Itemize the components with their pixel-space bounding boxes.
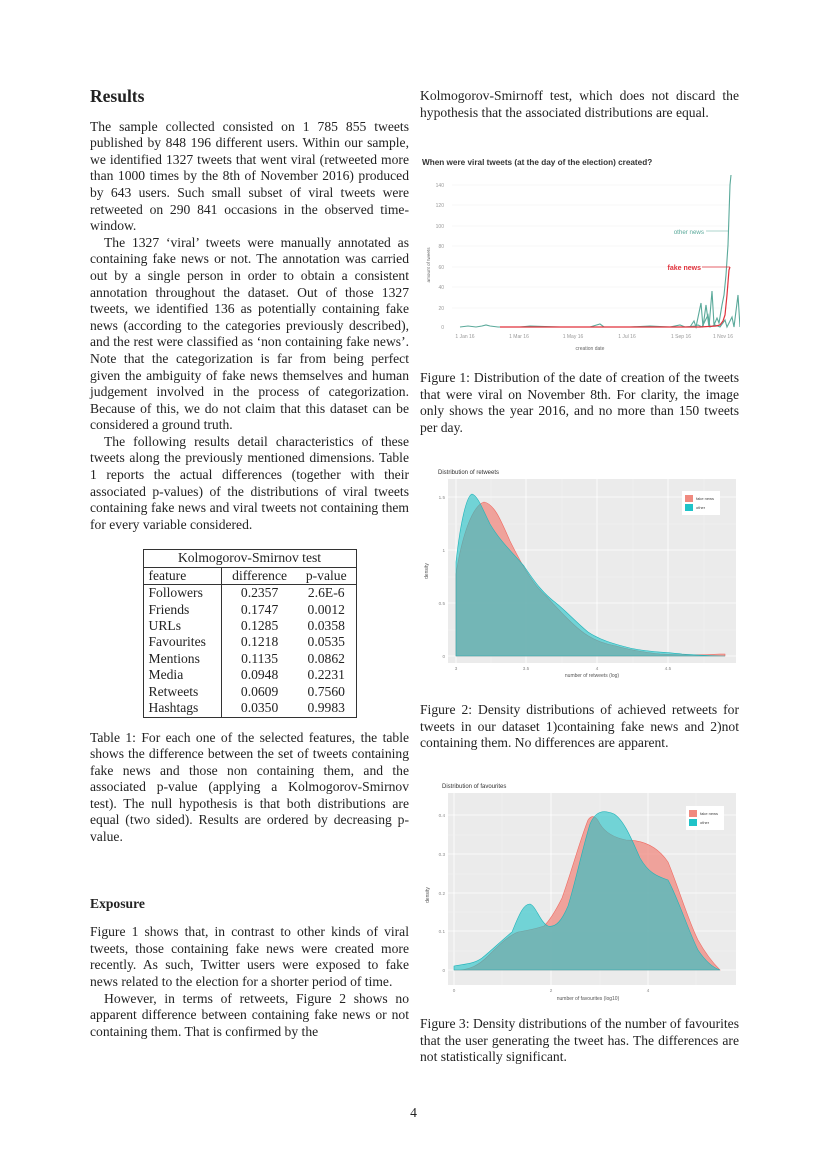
- table-caption: Table 1: For each one of the selected features, the table shows the difference between the set of tweets containing fake news and those non containing them, and the associated p-value (applying a Kolmogorov-Smirnov test). The null hypothesis is that both distributions are equal (two sided). Results are ordered by decreasing p-value.: [90, 729, 409, 845]
- x-tick: 1 Nov 16: [712, 334, 734, 340]
- y-tick: 0.2: [438, 891, 445, 896]
- x-tick: 4: [595, 666, 599, 671]
- header-difference: difference: [222, 567, 297, 584]
- x-tick: 1 Mar 16: [509, 334, 529, 340]
- chart-title: Distribution of retweets: [438, 470, 500, 476]
- chart-title: Distribution of favourites: [442, 784, 507, 790]
- x-axis-label: creation date: [575, 346, 605, 352]
- table-row: [143, 602, 356, 618]
- cell-feature: Media: [143, 667, 222, 683]
- cell-difference: 0.0609: [240, 683, 279, 699]
- y-axis-label: amount of tweets: [426, 247, 431, 283]
- paragraph: The 1327 ‘viral’ tweets were manually annotated as containing fake news or not. The annotation was carried out by a single person in order to obtain a consistent annotation throughout the dataset. Out of those 1327 tweets, we identified 136 as potentially containing fake news (according to the categories previously described), and the rest were classified as ‘non containing fake news’. Note that the categorization is far from being perfect given the ambiguity of fake news themselves and human judgement involved in the process of categorization. Because of this, we do not claim that this dataset can be considered a ground truth.: [90, 234, 409, 433]
- figure-2-caption: Figure 2: Density distributions of achieved retweets for tweets in our dataset 1)containing fake news and 2)not containing them. No differences are apparent.: [420, 702, 739, 751]
- cell-feature: Friends: [143, 602, 222, 618]
- y-tick: 0.5: [438, 601, 445, 606]
- figure-3-chart: [420, 780, 738, 1002]
- table-row: [143, 634, 356, 650]
- cell-p-value: 0.0358: [297, 618, 356, 634]
- y-tick: 20: [438, 306, 444, 312]
- cell-difference: 0.2357: [240, 585, 279, 601]
- x-tick: 4.5: [664, 666, 672, 671]
- table-row: [143, 585, 356, 602]
- cell-p-value: 0.0012: [297, 602, 356, 618]
- paragraph: Kolmogorov-Smirnoff test, which does not discard the hypothesis that the associated distributions are equal.: [420, 88, 739, 120]
- cell-feature: Retweets: [143, 684, 222, 700]
- figure-3-caption: Figure 3: Density distributions of the number of favourites that the user generating the tweet has. The differences are not statistically significant.: [420, 1016, 739, 1065]
- y-tick: 60: [438, 265, 444, 271]
- other-news-label: other news: [673, 229, 704, 236]
- x-tick: 1 May 16: [562, 334, 584, 340]
- cell-feature: Mentions: [143, 651, 222, 667]
- x-tick: 1 Jan 16: [455, 334, 475, 340]
- y-tick: 1.5: [438, 495, 445, 500]
- figure-3-caption-wrap: [420, 1016, 739, 1066]
- y-tick: 100: [435, 224, 444, 230]
- table-row: [143, 667, 356, 683]
- chart-title: When were viral tweets (at the day of the election) created?: [422, 158, 653, 167]
- legend: [682, 491, 720, 515]
- x-tick: 3.5: [522, 666, 530, 671]
- section-title: Results: [90, 86, 145, 106]
- table-row: [143, 618, 356, 634]
- y-tick: 140: [435, 183, 444, 189]
- page-number: 4: [410, 1105, 417, 1120]
- y-tick: 0.3: [438, 852, 445, 857]
- left-column: [90, 88, 409, 1040]
- cell-difference: 0.1747: [240, 601, 279, 617]
- cell-p-value: 0.2231: [297, 667, 356, 683]
- table-title: Kolmogorov-Smirnov test: [143, 550, 356, 567]
- figure-1-chart: [420, 155, 740, 355]
- table-header-row: [143, 567, 356, 584]
- y-tick: 0.1: [438, 929, 445, 934]
- figure-2-caption-wrap: [420, 702, 739, 752]
- figure-1-caption: Figure 1: Distribution of the date of creation of the tweets that were viral on November 8th. For clarity, the image only shows the year 2016, and no more than 150 tweets per day.: [420, 370, 739, 435]
- y-tick: 40: [438, 285, 444, 291]
- x-tick: 4: [646, 988, 650, 993]
- y-tick: 1: [442, 548, 445, 553]
- figure-2-chart: [420, 466, 738, 678]
- y-tick: 0: [442, 654, 445, 659]
- cell-difference: 0.1218: [240, 634, 279, 650]
- header-feature: feature: [143, 567, 222, 584]
- y-axis-label: density: [424, 563, 430, 579]
- paragraph: The following results detail characteristics of these tweets along the previously mentioned dimensions. Table 1 reports the actual differences (together with their associated p-values) of the distributions of viral tweets containing fake news and viral tweets not containing them for every variable considered.: [90, 433, 409, 532]
- fake-news-label: fake news: [667, 265, 701, 272]
- legend: [686, 806, 724, 830]
- x-tick: 3: [454, 666, 458, 671]
- x-tick: 1 Sep 16: [670, 334, 692, 340]
- x-tick: 1 Jul 16: [618, 334, 636, 340]
- table-row: [143, 700, 356, 717]
- y-tick: 80: [438, 244, 444, 250]
- cell-feature: Followers: [143, 585, 222, 602]
- cell-p-value: 0.0535: [297, 634, 356, 650]
- cell-p-value: 0.9983: [297, 700, 356, 717]
- x-axis-label: number of favourites (log10): [556, 996, 620, 1002]
- subsection-title: Exposure: [90, 895, 145, 911]
- cell-feature: Favourites: [143, 634, 222, 650]
- figure-1-caption-wrap: [420, 370, 739, 436]
- y-tick: 0: [442, 968, 445, 973]
- cell-p-value: 2.6E-6: [297, 585, 356, 602]
- cell-difference: 0.1135: [241, 650, 279, 666]
- legend-item: fake news: [700, 811, 719, 816]
- x-tick: 2: [549, 988, 553, 993]
- paragraph: The sample collected consisted on 1 785 855 tweets published by 848 196 different users. Within our sample, we identified 1327 tweets that went viral (retweeted more than 1000 times by the 8th of November 2016) produced by 643 users. Such small subset of viral tweets were retweeted on 290 841 occasions in the observed time-window.: [90, 118, 409, 234]
- y-axis-label: density: [425, 887, 431, 903]
- paragraph: Figure 1 shows that, in contrast to other kinds of viral tweets, those containing fake news were created more recently. As such, Twitter users were exposed to fake news related to the election for a shorter period of time.: [90, 924, 409, 990]
- x-axis-label: number of retweets (log): [564, 673, 620, 678]
- cell-difference: 0.0948: [240, 667, 279, 683]
- y-tick: 0.4: [438, 813, 445, 818]
- y-tick: 120: [435, 203, 444, 209]
- paragraph: However, in terms of retweets, Figure 2 shows no apparent difference between containing fake news or not containing them. That is confirmed by the: [90, 990, 409, 1039]
- cell-p-value: 0.0862: [297, 651, 356, 667]
- cell-feature: URLs: [143, 618, 222, 634]
- x-tick: 0: [452, 988, 456, 993]
- table-row: [143, 684, 356, 700]
- cell-difference: 0.0350: [222, 700, 297, 717]
- legend-item: fake news: [696, 496, 715, 501]
- right-column: [420, 88, 739, 121]
- y-tick: 0: [441, 325, 444, 331]
- cell-p-value: 0.7560: [297, 684, 356, 700]
- table-row: [143, 651, 356, 667]
- ks-table: [143, 549, 357, 717]
- legend-item: other: [700, 820, 710, 825]
- cell-difference: 0.1285: [240, 618, 279, 634]
- cell-feature: Hashtags: [143, 700, 222, 717]
- legend-item: other: [696, 505, 706, 510]
- header-p-value: p-value: [297, 567, 356, 584]
